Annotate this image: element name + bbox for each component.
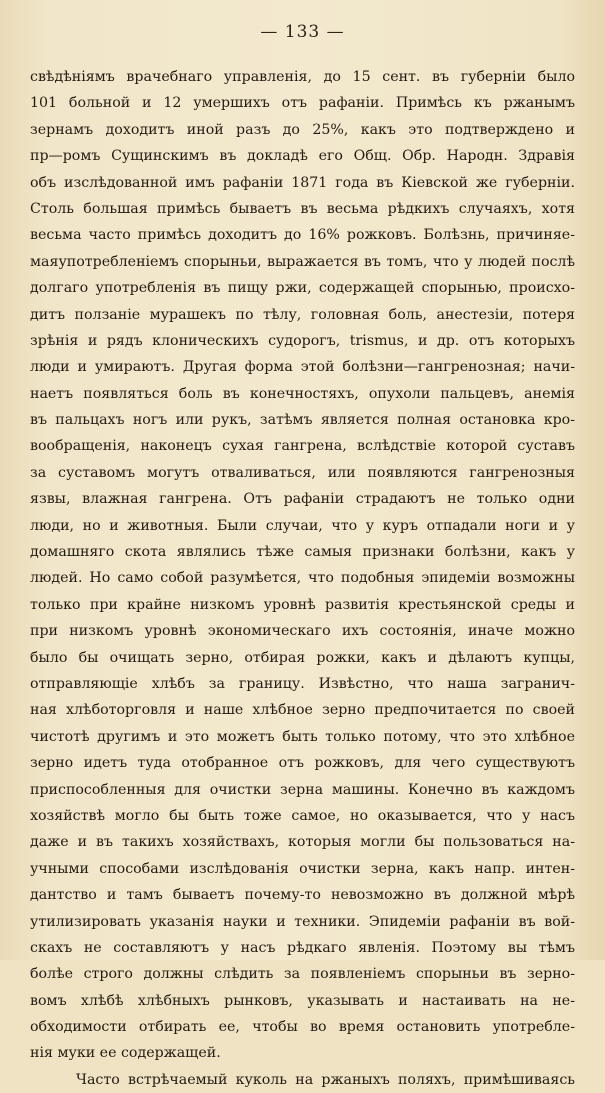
text-line: домашняго скота являлись тѣже самыя признаки болѣзни, какъ у [30, 544, 575, 561]
text-line: пр—ромъ Сущинскимъ въ докладѣ его Общ. Обр. Народн. Здравія [30, 148, 575, 165]
text-line: нія муки ее содержащей. [30, 1045, 221, 1062]
text-line: 101 больной и 12 умершихъ отъ рафаніи. Примѣсь къ ржанымъ [30, 95, 575, 112]
text-line: только при крайне низкомъ уровнѣ развитія крестьянской среды и [30, 596, 575, 613]
text-line: ная хлѣботорговля и наше хлѣбное зерно предпочитается по своей [30, 702, 575, 719]
text-line: Столь большая примѣсь бываетъ въ весьма рѣдкихъ случаяхъ, хотя [30, 200, 575, 217]
text-line: приспособленныя для очистки зерна машины. Конечно въ каждомъ [30, 781, 575, 798]
text-line: болѣе строго должны слѣдить за появленіемъ спорыньи въ зерно- [30, 966, 575, 983]
text-line: дантство и тамъ бываетъ почему-то невозможно въ должной мѣрѣ [30, 887, 575, 904]
text-line: даже и въ такихъ хозяйствахъ, которыя могли бы пользоваться на- [30, 834, 575, 851]
text-line: люди, но и животныя. Были случаи, что у куръ отпадали ноги и у [30, 517, 575, 534]
text-line: вомъ хлѣбѣ хлѣбныхъ рынковъ, указывать и настаивать на не- [30, 992, 575, 1009]
text-line: за суставомъ могутъ отваливаться, или появляются гангренозныя [30, 464, 575, 481]
text-line: долгаго употребленія въ пищу ржи, содержащей спорынью, происхо- [30, 280, 575, 297]
text-line: зрѣнія и рядъ клоническихъ судорогъ, trismus, и др. отъ которыхъ [30, 332, 575, 349]
text-line: утилизировать указанія науки и техники. Эпидеміи рафаніи въ вой- [30, 913, 575, 930]
text-line: хозяйствѣ могло бы быть тоже самое, но оказывается, что у насъ [30, 807, 575, 824]
text-line: маяупотребленіемъ спорыньи, выражается въ томъ, что у людей послѣ [30, 253, 575, 270]
text-line: учными способами изслѣдованія очистки зерна, какъ напр. интен- [30, 860, 575, 877]
text-line: людей. Но само собой разумѣется, что подобныя эпидеміи возможны [30, 570, 575, 587]
text-line: чистотѣ другимъ и это можетъ быть только потому, что это хлѣбное [30, 728, 575, 745]
text-line: было бы очищать зерно, отбирая рожки, какъ и дѣлаютъ купцы, [30, 649, 575, 666]
text-line: вообращенія, наконецъ сухая гангрена, вслѣдствіе которой суставъ [30, 438, 575, 455]
text-line: зернамъ доходитъ иной разъ до 25%, какъ это подтверждено и [30, 121, 575, 138]
text-line: при низкомъ уровнѣ экономическаго ихъ состоянія, иначе можно [30, 623, 575, 640]
page-number: — 133 — [260, 22, 345, 42]
text-line: свѣдѣніямъ врачебнаго управленія, до 15 сент. въ губерніи было [30, 69, 575, 85]
text-line: люди и умираютъ. Другая форма этой болѣзни—гангренозная; начи- [30, 359, 575, 376]
text-line: дитъ ползаніе мурашекъ по тѣлу, головная боль, анестезіи, потеря [30, 306, 575, 323]
text-line: отправляющіе хлѣбъ за границу. Извѣстно, что наша загранич- [30, 675, 575, 692]
text-line: зерно идетъ туда отобранное отъ рожковъ, для чего существуютъ [30, 755, 575, 772]
text-line: язвы, влажная гангрена. Отъ рафаніи страдаютъ не только одни [30, 491, 575, 508]
text-line: обходимости отбирать ее, чтобы во время остановить употребле- [30, 1019, 575, 1036]
text-line: весьма часто примѣсь доходитъ до 16% рожковъ. Болѣзнь, причиняе- [30, 227, 575, 244]
text-line: Часто встрѣчаемый куколь на ржаныхъ поляхъ, примѣшиваясь [76, 1071, 575, 1088]
body-text [30, 64, 575, 1093]
text-line: объ изслѣдованной имъ рафаніи 1871 года въ Кіевской же губерніи. [30, 174, 575, 191]
text-line: скахъ не составляютъ у насъ рѣдкаго явленія. Поэтому вы тѣмъ [30, 939, 575, 956]
text-line: въ пальцахъ ногъ или рукъ, затѣмъ является полная остановка кро- [30, 412, 575, 429]
text-line: наетъ появляться боль въ конечностяхъ, опухоли пальцевъ, анемія [30, 385, 575, 402]
